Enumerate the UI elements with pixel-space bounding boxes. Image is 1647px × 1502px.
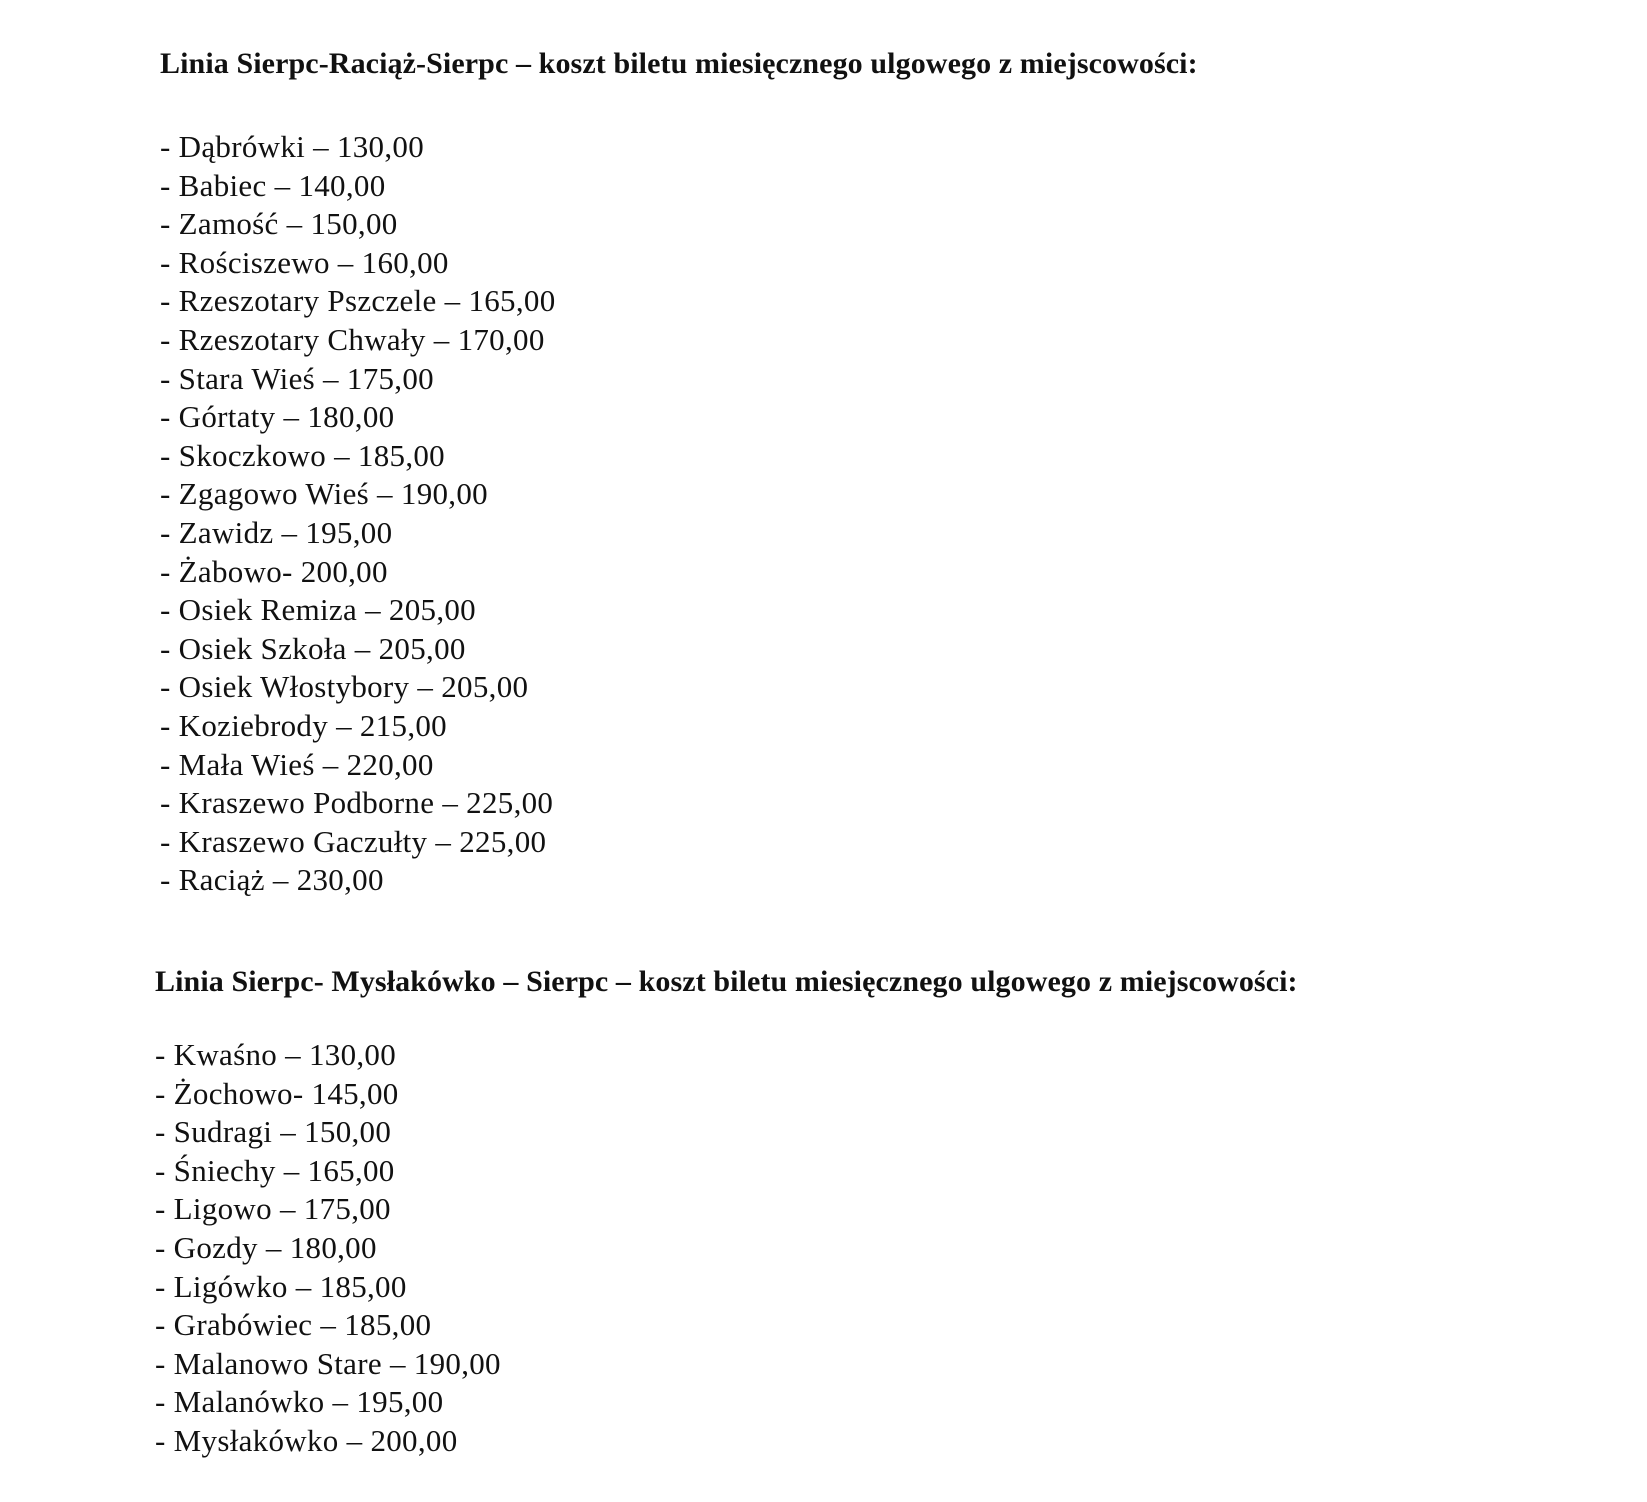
list-item: - Osiek Remiza – 205,00 <box>160 592 476 628</box>
list-item: - Żabowo- 200,00 <box>160 553 388 589</box>
list-item: - Skoczkowo – 185,00 <box>160 437 445 473</box>
list-item: - Sudragi – 150,00 <box>155 1114 392 1150</box>
list-item: - Osiek Szkoła – 205,00 <box>160 630 466 666</box>
section-heading: Linia Sierpc- Mysłakówko – Sierpc – koszt biletu miesięcznego ulgowego z miejscowości: <box>155 965 1298 998</box>
list-item: - Dąbrówki – 130,00 <box>160 129 424 164</box>
list-item: - Koziebrody – 215,00 <box>160 707 447 743</box>
list-item: - Gozdy – 180,00 <box>155 1229 377 1265</box>
list-item: - Zawidz – 195,00 <box>160 514 393 550</box>
list-item: - Grabówiec – 185,00 <box>155 1307 432 1343</box>
price-list <box>160 128 1647 900</box>
list-item: - Kraszewo Gaczułty – 225,00 <box>160 823 547 859</box>
list-item: - Ligowo – 175,00 <box>155 1191 391 1227</box>
list-item: - Stara Wieś – 175,00 <box>160 360 434 396</box>
list-item: - Zgagowo Wieś – 190,00 <box>160 476 488 512</box>
list-item: - Babiec – 140,00 <box>160 167 386 203</box>
list-item: - Rzeszotary Chwały – 170,00 <box>160 321 545 357</box>
list-item: - Górtaty – 180,00 <box>160 399 395 435</box>
list-item: - Raciąż – 230,00 <box>160 862 384 898</box>
list-item: - Osiek Włostybory – 205,00 <box>160 669 529 705</box>
list-item: - Rościszewo – 160,00 <box>160 244 449 280</box>
list-item: - Kwaśno – 130,00 <box>155 1037 397 1072</box>
list-item: - Ligówko – 185,00 <box>155 1268 407 1304</box>
list-item: - Malanówko – 195,00 <box>155 1384 444 1420</box>
price-list <box>155 1036 1647 1461</box>
list-item: - Śniechy – 165,00 <box>155 1152 395 1188</box>
section-heading: Linia Sierpc-Raciąż-Sierpc – koszt biletu miesięcznego ulgowego z miejscowości: <box>160 47 1198 80</box>
section-sierpc-myslakowko <box>155 962 1647 1461</box>
section-sierpc-raciaz <box>160 44 1647 900</box>
list-item: - Rzeszotary Pszczele – 165,00 <box>160 283 556 319</box>
list-item: - Zamość – 150,00 <box>160 206 398 242</box>
list-item: - Kraszewo Podborne – 225,00 <box>160 785 554 821</box>
list-item: - Malanowo Stare – 190,00 <box>155 1345 501 1381</box>
list-item: - Mysłakówko – 200,00 <box>155 1422 458 1458</box>
list-item: - Żochowo- 145,00 <box>155 1075 399 1111</box>
list-item: - Mała Wieś – 220,00 <box>160 746 434 782</box>
